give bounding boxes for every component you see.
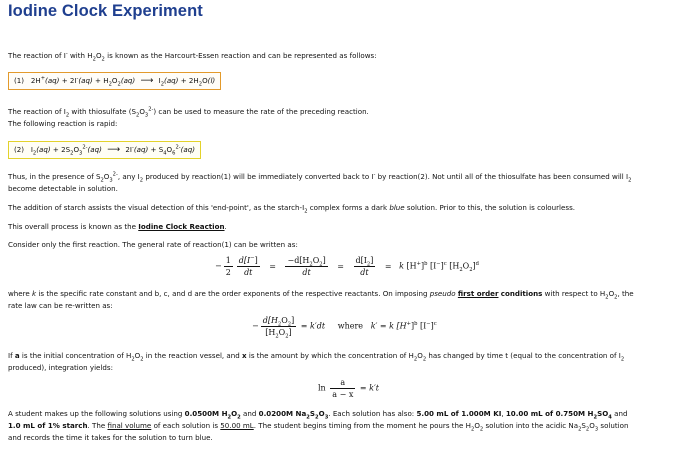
student-paragraph-line-3: and records the time it takes for the solution to turn blue. [8,433,213,442]
student-paragraph-line-1: A student makes up the following solutions using 0.0500M $H_2O_2$ and 0.0200M $Na_2S_2O_3$. Each solution has also: 5.00 mL of 1.000M KI, 10.00 mL of 0.750M $H_2SO_4$ and [8,409,628,421]
where-line-2: rate law can be re-written as: [8,301,113,310]
initial-concentration-paragraph: If a is the initial concentration of $H_2O_2$ in the reaction vessel, and x is the amount by which the concentration of $H_2O_2$ has changed by time t (equal to the concentration of $I_2$ [8,351,625,363]
thiosulfate-paragraph: The reaction of $I_2$ with thiosulfate $(S_2O_3^{2-})$ can be used to measure the rate of the preceding reaction. [8,106,369,119]
iodine-clock-link[interactable]: Iodine Clock Reaction [138,222,225,231]
initial-line-2: produced), integration yields: [8,363,113,372]
where-paragraph: where k is the specific rate constant and b, c, and d are the order exponents of the respective reactants. On imposing pseudo first order conditions with respect to $H_2O_2$, the [8,289,634,301]
pseudo-first-order-equation: − $\frac{d[H_2O_2]}{[H_2O_2]}$ = k′dt where k′ = k $[H^+]^b$ $[I^-]^c$ [252,316,437,340]
first-order-link[interactable]: first order [457,289,499,298]
starch-paragraph: The addition of starch assists the visual detection of this 'end-point', as the starch-$I_2$ complex forms a dark blue solution. Prior to this, the solution is colourless. [8,203,576,215]
intro-paragraph: The reaction of I- with $H_2O_2$ is known as the Harcourt-Essen reaction and can be represented as follows: [8,50,377,63]
consider-line: Consider only the first reaction. The general rate of reaction(1) can be written as: [8,240,298,249]
thus-paragraph: Thus, in the presence of $S_2O_3^{2-}$, any $I_2$ produced by reaction(1) will be immediately converted back to I- by reaction(2). Not until all of the thiosulfate has been consumed will $I_2$ [8,171,632,184]
student-paragraph-line-2: 1.0 mL of 1% starch. The final volume of each solution is 50.00 mL. The student begins timing from the moment he pours the $H_2O_2$ solution into the acidic $Na_2S_2O_3$ solution [8,421,629,433]
rapid-line: The following reaction is rapid: [8,119,118,128]
reaction-arrow-icon: ⟶ [107,145,121,155]
reaction-2-box: (2) $I_2(aq) + 2S_2O_3^{2-}(aq)$ ⟶ $2I^-(aq) + S_4O_6^{2-}(aq)$ [8,141,201,159]
thus-line-2: become detectable in solution. [8,184,118,193]
reaction-1-box: (1) $2H^+(aq) + 2I^-(aq) + H_2O_2(aq)$ ⟶ $I_2(aq) + 2H_2O(l)$ [8,72,221,90]
reaction-arrow-icon: ⟶ [140,76,154,86]
page-title: Iodine Clock Experiment [8,2,203,20]
known-as-line: This overall process is known as the Iodine Clock Reaction. [8,222,227,231]
integrated-rate-equation: ln $\frac{a}{a - x}$ = k′t [318,378,380,399]
rate-equation: − $\frac{1}{2}$ $\frac{d[I^-]}{dt}$ = $\frac{-d[H_2O_2]}{dt}$ = $\frac{d[I_2]}{dt}$ = k $[H^+]^b$ $[I^-]^c$ $[H_2O_2]^d$ [215,255,479,277]
